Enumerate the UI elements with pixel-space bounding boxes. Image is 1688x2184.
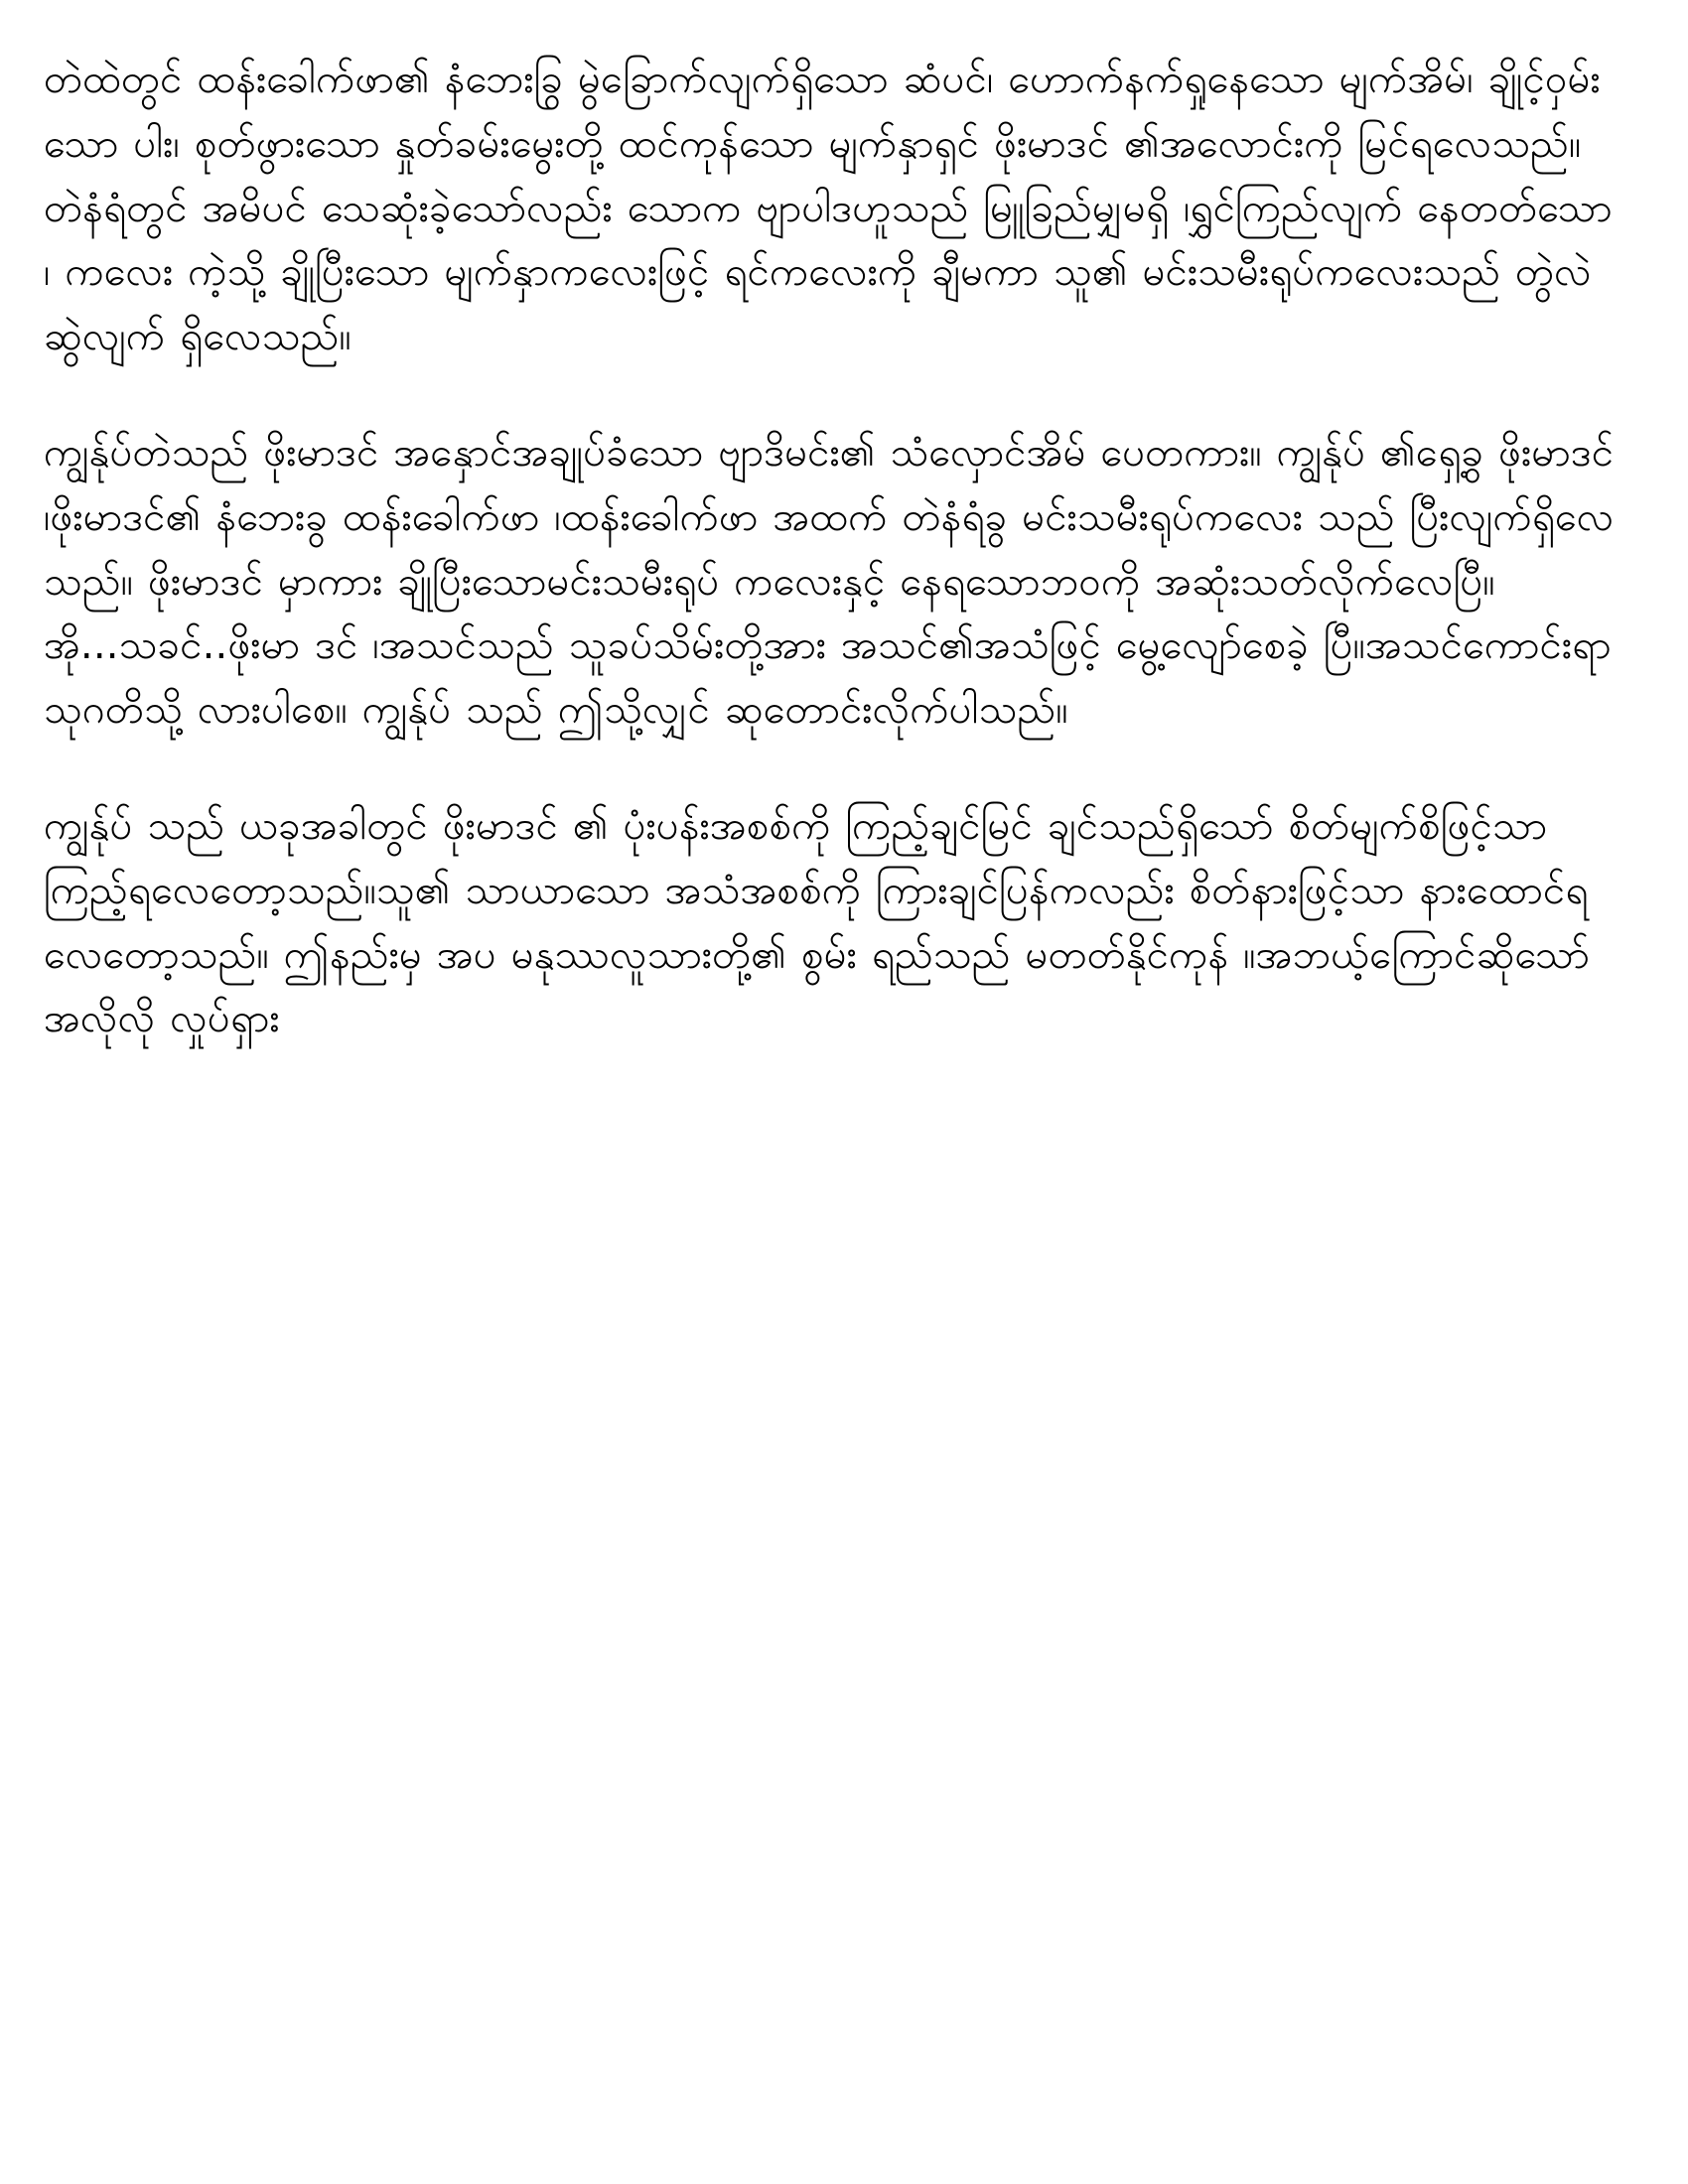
document-body	[44, 48, 1615, 1051]
paragraph: ကျွန်ုပ်တဲသည် ဖိုးမာဒင် အနှောင်အချုပ်ခံသော ဗျာဒိမင်း၏ သံလှောင်အိမ် ပေတကား။ ကျွန်ုပ် ၏ရှေ့ခွ ဖိုးမာဒင် ၊ဖိုးမာဒင်၏ နံဘေးခွ ထန်းခေါက်ဖာ ၊ထန်းခေါက်ဖာ အထက် တဲနံရံခွ မင်းသမီးရုပ်ကလေး သည် ပြီးလျက်ရှိလေသည်။ ဖိုးမာဒင် မှာကား ချိုပြီးသောမင်းသမီးရုပ် ကလေးနှင့် နေရသောဘဝကို အဆုံးသတ်လိုက်လေပြီ။ အို...သခင်..ဖိုးမာ ဒင် ၊အသင်သည် သူခပ်သိမ်းတို့အား အသင်၏အသံဖြင့် မွေ့လျော်စေခဲ့ ပြီ။အသင်ကောင်းရာသုဂတိသို့ လားပါစေ။ ကျွန်ုပ် သည် ဤသို့လျှင် ဆုတောင်းလိုက်ပါသည်။	[44, 429, 1615, 734]
paragraph: တဲထဲတွင် ထန်းခေါက်ဖာ၏ နံဘေးခြွ မွဲခြောက်လျက်ရှိသော ဆံပင်၊ ဟောက်နက်ရှုနေသော မျက်အိမ်၊ ချိုင့်ဝှမ်းသော ပါး၊ စုတ်ဖွားသော နှုတ်ခမ်းမွေးတို့ ထင်ကုန်သော မျက်နှာရှင် ဖိုးမာဒင် ၏အလောင်းကို မြင်ရလေသည်။ တဲနံရံတွင် အမိပင် သေဆုံးခဲ့သော်လည်း သောက ဗျာပါဒဟူသည် မြူခြည်မျှမရှိ ၊ရွှင်ကြည်လျက် နေတတ်သော ၊ ကလေး ကဲ့သို့ ချိုပြီးသော မျက်နှာကလေးဖြင့် ရင်ကလေးကို ချီမကာ သူ၏ မင်းသမီးရုပ်ကလေးသည် တွဲလဲဆွဲလျက် ရှိလေသည်။	[44, 57, 1613, 360]
paragraph: ကျွန်ုပ် သည် ယခုအခါတွင် ဖိုးမာဒင် ၏ ပုံးပန်းအစစ်ကို ကြည့်ချင်မြင် ချင်သည်ရှိသော် စိတ်မျက်စိဖြင့်သာ ကြည့်ရလေတော့သည်။သူ၏ သာယာသော အသံအစစ်ကို ကြားချင်ပြန်ကလည်း စိတ်နားဖြင့်သာ နားထောင်ရလေတော့သည်။ ဤနည်းမှ အပ မနုဿလူသားတို့၏ စွမ်း ရည်သည် မတတ်နိုင်ကုန် ။အဘယ့်ကြောင်ဆိုသော် အလိုလို လှုပ်ရှား	[44, 802, 1591, 1042]
